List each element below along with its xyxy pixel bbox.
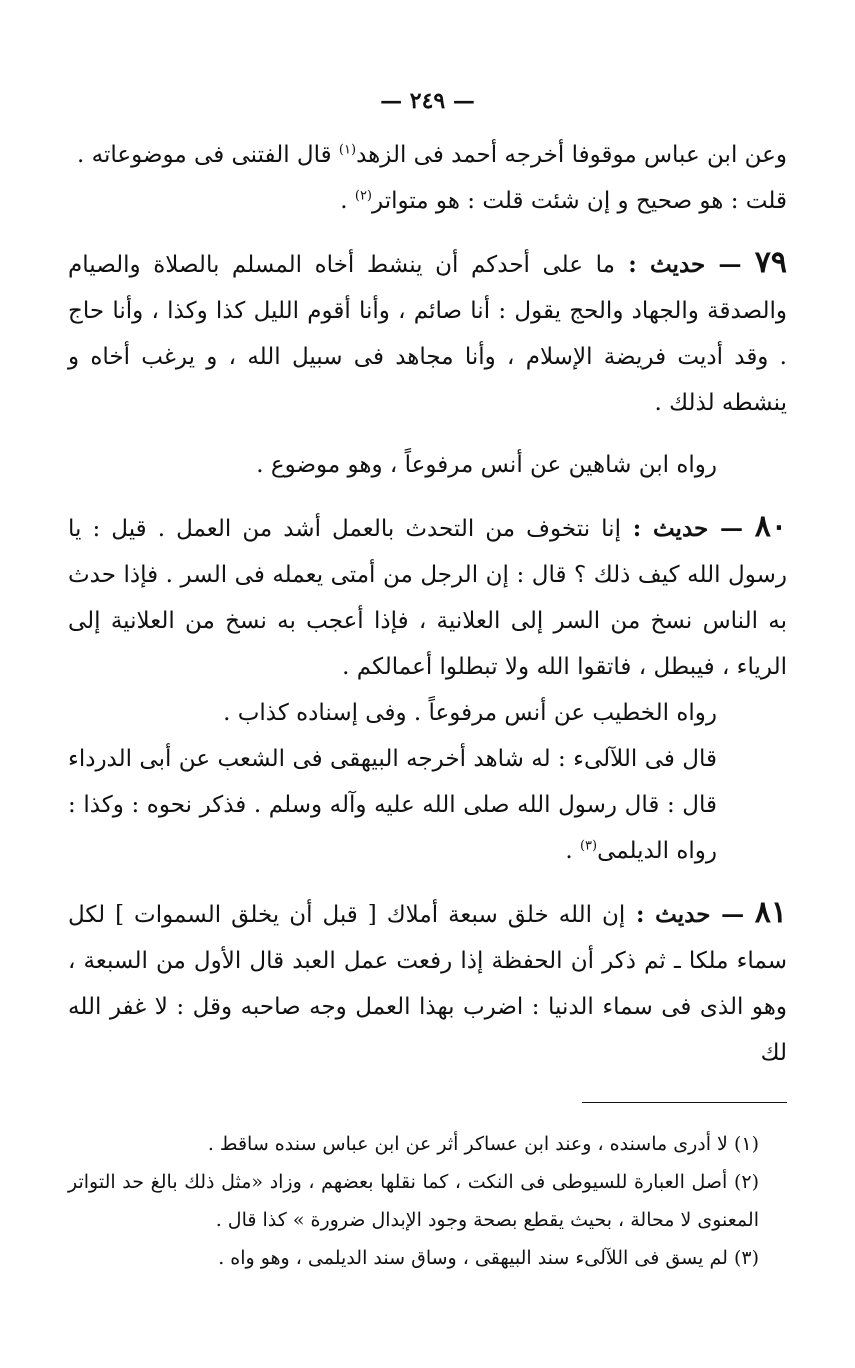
intro-line-2-tail: . [340,188,355,214]
footnote-2-mark: (٢) [733,1171,759,1193]
footnotes [68,1125,787,1277]
intro-line-1-text: وعن ابن عباس موقوفا أخرجه أحمد فى الزهد [356,142,787,168]
hadith-81-text: إن الله خلق سبعة أملاك [ قبل أن يخلق السموات ] لكل سماء ملكا ـ ثم ذكر أن الحفظة إذا رفعت عمل العبد قال الأول من السبعة ، وهو الذى فى سماء الدنيا : اضرب بهذا العمل وجه صاحبه وقل : لا غفر الله لك [68,902,787,1066]
hadith-81-label: — حديث : [625,901,755,928]
hadith-79 [68,240,787,426]
page-number: — ٢٤٩ — [380,88,475,114]
intro-line-2-text: قلت : هو صحيح و إن شئت قلت : هو متواتر [372,188,787,214]
hadith-79-number: ٧٩ [754,245,788,280]
hadith-79-text: ما على أحدكم أن ينشط أخاه المسلم بالصلاة والصيام والصدقة والجهاد والحج يقول : أنا صائم ، وأنا أقوم الليل كذا وكذا ، وأنا حاج . وقد أديت فريضة الإسلام ، وأنا مجاهد فى سبيل الله ، و يرغب أخاه و ينشطه لذلك . [68,252,787,416]
intro-paragraph-2 [68,178,787,224]
hadith-80-note-tail: . [565,838,580,864]
footnote-2-text: أصل العبارة للسيوطى فى النكت ، كما نقلها بعضهم ، وزاد «مثل ذلك بالغ حد التواتر المعنوى لا محالة ، بحيث يقطع بصحة وجود الإبدال ضرورة » كذا قال . [68,1171,759,1231]
footnote-1-mark: (١) [733,1133,759,1155]
footnote-1 [68,1125,787,1163]
footnote-divider [582,1102,787,1103]
hadith-80-note [68,736,787,874]
hadith-80-number: ٨٠ [754,509,788,544]
hadith-80-label: — حديث : [620,515,755,542]
hadith-81 [68,890,787,1076]
footnote-3-mark: (٣) [733,1247,759,1269]
hadith-80-source: رواه الخطيب عن أنس مرفوعاً . وفى إسناده كذاب . [223,700,717,726]
hadith-80-note-text: قال فى اللآلىء : له شاهد أخرجه البيهقى فى الشعب عن أبى الدرداء قال : قال رسول الله صلى الله عليه وآله وسلم . فذكر نحوه : وكذا : رواه الديلمى [68,746,717,864]
main-text [68,132,787,1076]
footnote-ref-1[interactable]: (١) [338,142,357,158]
intro-paragraph-1 [68,132,787,178]
footnote-3-text: لم يسق فى اللآلىء سند البيهقى ، وساق سند الديلمى ، وهو واه . [218,1247,734,1269]
hadith-80-text: إنا نتخوف من التحدث بالعمل أشد من العمل . قيل : يا رسول الله كيف ذلك ؟ قال : إن الرجل من أمتى يعمله فى السر . فإذا حدث به الناس نسخ من السر إلى العلانية ، فإذا أعجب به نسخ من العلانية إلى الرياء ، فيبطل ، فاتقوا الله ولا تبطلوا أعمالكم . [68,516,787,680]
footnote-ref-2[interactable]: (٢) [354,188,372,204]
intro-line-1-tail: قال الفتنى فى موضوعاته . [77,142,339,168]
footnote-2 [68,1163,787,1239]
footnote-3 [68,1239,787,1277]
hadith-79-label: — حديث : [614,251,755,278]
footnote-1-text: لا أدرى ماسنده ، وعند ابن عساكر أثر عن ابن عباس سنده ساقط . [207,1133,734,1155]
hadith-81-number: ٨١ [754,895,788,930]
footnote-ref-3[interactable]: (٣) [579,838,598,854]
hadith-79-source: رواه ابن شاهين عن أنس مرفوعاً ، وهو موضوع . [256,452,717,478]
hadith-80 [68,504,787,690]
